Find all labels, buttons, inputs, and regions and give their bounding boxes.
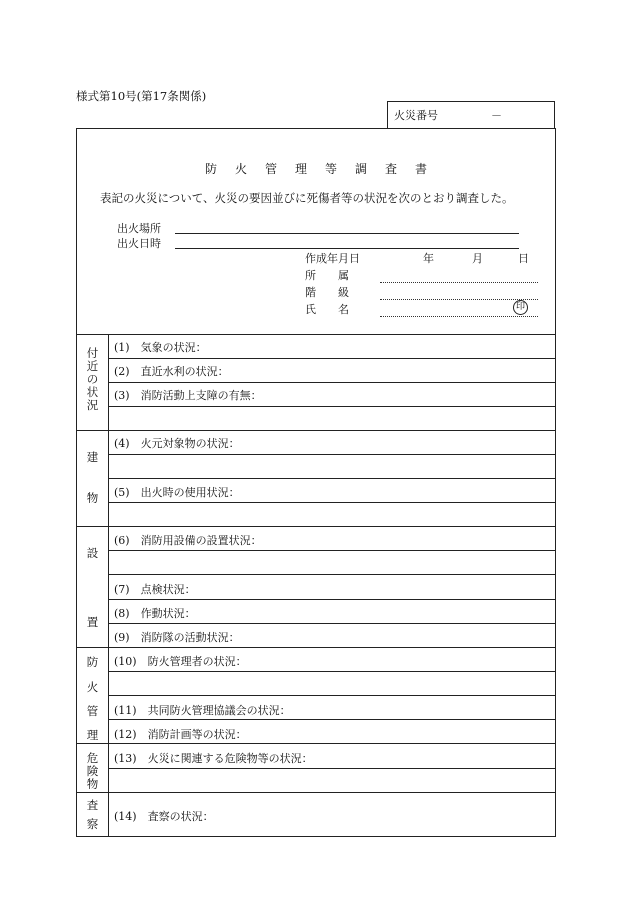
category-building-1: 建	[86, 450, 99, 464]
affiliation-line	[380, 282, 538, 283]
item-water-source: (2) 直近水利の状況：	[114, 365, 229, 378]
item-usage-at-fire: (5) 出火時の使用状況：	[114, 486, 240, 499]
category-facility-2: 置	[86, 615, 99, 629]
name-label: 氏 名	[305, 303, 349, 316]
fire-number-dash: －	[491, 109, 502, 122]
name-line	[380, 316, 538, 317]
day-label: 日	[518, 252, 529, 265]
month-label: 月	[472, 252, 483, 265]
item-fire-manager: (10) 防火管理者の状況：	[114, 655, 247, 668]
year-label: 年	[423, 252, 434, 265]
divider-section	[77, 792, 555, 793]
row-line	[109, 478, 555, 479]
row-line	[109, 695, 555, 696]
category-building-2: 物	[86, 491, 99, 505]
category-hazard: 危 険 物	[86, 751, 99, 791]
row-line	[109, 454, 555, 455]
divider-section	[77, 430, 555, 431]
affiliation-label: 所 属	[305, 269, 349, 282]
row-line	[109, 623, 555, 624]
item-inspection-status: (7) 点検状況：	[114, 583, 196, 596]
item-operation-status: (8) 作動状況：	[114, 607, 196, 620]
row-line	[109, 502, 555, 503]
rank-label: 階 級	[305, 286, 349, 299]
rank-line	[380, 299, 538, 300]
category-fire-management-4: 理	[86, 728, 99, 742]
item-equipment-installation: (6) 消防用設備の設置状況：	[114, 534, 262, 547]
form-number-label: 様式第10号(第17条関係)	[76, 89, 207, 103]
item-weather: (1) 気象の状況：	[114, 341, 207, 354]
category-vicinity: 付 近 の 状 況	[86, 346, 99, 412]
item-fire-brigade-activity: (9) 消防隊の活動状況：	[114, 631, 240, 644]
item-fire-plan: (12) 消防計画等の状況：	[114, 728, 247, 741]
item-hazardous-materials: (13) 火災に関連する危険物等の状況：	[114, 752, 313, 765]
row-line	[109, 574, 555, 575]
row-line	[109, 768, 555, 769]
fire-datetime-label: 出火日時	[117, 237, 161, 250]
row-line	[109, 358, 555, 359]
row-line	[109, 599, 555, 600]
category-column-divider	[108, 334, 109, 836]
category-fire-management-1: 防	[86, 655, 99, 669]
category-fire-management-2: 火	[86, 680, 99, 694]
row-line	[109, 382, 555, 383]
fire-number-box	[387, 101, 555, 128]
divider-header	[77, 334, 555, 335]
row-line	[109, 719, 555, 720]
fire-location-label: 出火場所	[117, 222, 161, 235]
category-fire-management-3: 管	[86, 704, 99, 718]
category-inspection-1: 査	[86, 798, 99, 812]
fire-datetime-line	[175, 248, 519, 249]
created-date-label: 作成年月日	[305, 252, 360, 265]
row-line	[109, 406, 555, 407]
divider-section	[77, 526, 555, 527]
fire-number-label: 火災番号	[394, 109, 438, 122]
divider-section	[77, 647, 555, 648]
row-line	[109, 671, 555, 672]
divider-section	[77, 743, 555, 744]
item-firefighting-obstacles: (3) 消防活動上支障の有無：	[114, 389, 262, 402]
item-origin-building: (4) 火元対象物の状況：	[114, 437, 240, 450]
seal-mark: 印	[513, 300, 528, 315]
item-inspection: (14) 査察の状況：	[114, 810, 214, 823]
intro-text: 表記の火災について、火災の要因並びに死傷者等の状況を次のとおり調査した。	[100, 191, 514, 205]
category-facility-1: 設	[86, 546, 99, 560]
item-joint-council: (11) 共同防火管理協議会の状況：	[114, 704, 291, 717]
document-title: 防火管理等調査書	[204, 162, 445, 176]
fire-location-line	[175, 233, 519, 234]
category-inspection-2: 察	[86, 817, 99, 831]
row-line	[109, 550, 555, 551]
